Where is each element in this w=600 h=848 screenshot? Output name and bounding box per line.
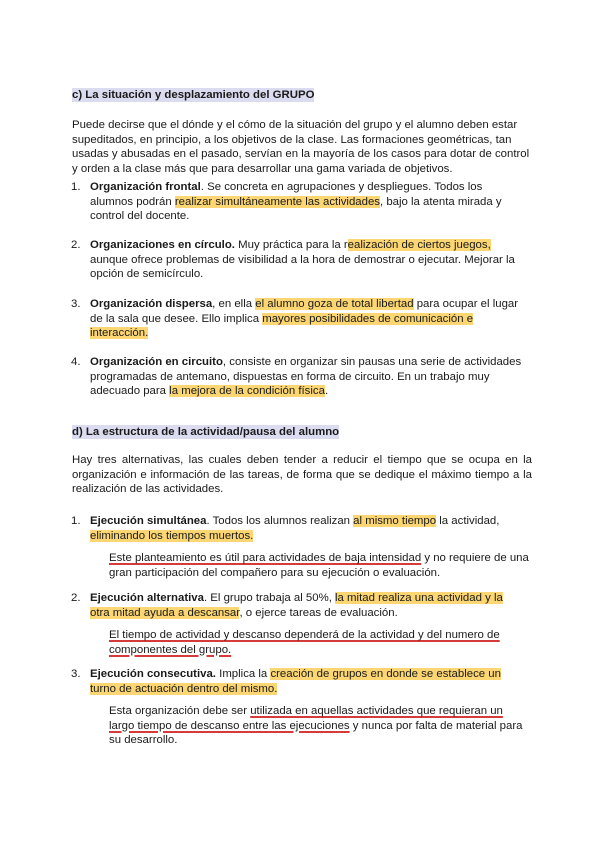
note-text: Esta organización debe ser [109, 705, 251, 717]
highlight: mayores posibilidades de comunicación e interacción. [90, 312, 474, 340]
note-text: y nunca por falta de material para su desarrollo. [109, 719, 523, 747]
section-d-item-3-note [109, 704, 529, 748]
item-text: . [324, 385, 329, 398]
item-text: aunque ofrece problemas de visibilidad a la hora de demostrar o ejecutar. Mejorar la opción de semicírculo. [90, 253, 515, 281]
item-text: , bajo la atenta mirada y control del docente. [90, 195, 502, 223]
item-title: Ejecución consecutiva. [90, 668, 216, 680]
list-number: 1. [71, 181, 81, 193]
highlight: eliminando los tiempos muertos. [90, 529, 254, 542]
list-number: 4. [71, 356, 81, 368]
list-number: 2. [71, 239, 81, 251]
section-d-item-1-note [109, 551, 529, 580]
item-text: para ocupar el lugar de la sala que desee. Ello implica [90, 298, 519, 325]
item-text: , consiste en organizar sin pausas una serie de actividades programadas de antemano, dispuestas en forma de circuito. En un trabajo muy adecuado para [90, 356, 522, 398]
underlined-text: El tiempo de actividad y descanso dependerá de la actividad y del numero de componentes del grupo. [109, 629, 500, 656]
section-c-item-4 [71, 355, 522, 399]
highlight: el alumno goza de total libertad [255, 298, 414, 310]
item-title: Ejecución alternativa [90, 592, 204, 604]
list-number: 3. [71, 298, 81, 310]
item-text: . Se concreta en agrupaciones y despliegues. Todos los alumnos podrán [90, 181, 483, 208]
item-text: . El grupo trabaja al 50%, [203, 592, 336, 604]
list-number: 3. [71, 668, 81, 680]
section-d-item-2 [71, 591, 522, 620]
section-c-heading-text: c) La situación y desplazamiento del GRUPO [72, 89, 315, 101]
item-text: Implica la [215, 668, 271, 680]
underlined-text: utilizada en aquellas actividades que requieran un largo tiempo de descanso entre las ejecuciones [109, 705, 503, 732]
highlight: la mitad realiza una actividad y la otra mitad ayuda a descansar [90, 592, 503, 619]
highlight: realizar simultáneamente las actividades [174, 195, 380, 208]
section-c-heading [72, 88, 314, 103]
note-text: y no requiere de una gran participación del compañero para su ejecución o evaluación. [109, 552, 529, 579]
highlight: ealización de ciertos juegos, [347, 239, 491, 251]
highlight: al mismo tiempo [353, 515, 437, 527]
section-d-intro: Hay tres alternativas, las cuales deben tender a reducir el tiempo que se ocupa en la organización e información de las tareas, de forma que se dedique el máximo tiempo a la realización de las actividades. [72, 454, 532, 496]
section-c-item-2 [71, 238, 522, 282]
highlight: la mejora de la condición física [169, 385, 325, 398]
section-c-item-1 [71, 180, 522, 224]
underlined-text: Este planteamiento es útil para actividades de baja intensidad [109, 552, 422, 564]
list-number: 2. [71, 592, 81, 604]
section-d-item-2-note [109, 628, 529, 657]
item-title: Ejecución simultánea [90, 515, 207, 527]
item-title: Organización en circuito [90, 356, 223, 368]
item-text: . Todos los alumnos realizan [206, 515, 354, 527]
item-text: Muy práctica para la r [234, 239, 348, 251]
section-d-item-3 [71, 667, 522, 696]
list-number: 1. [71, 515, 81, 527]
item-title: Organizaciones en círculo. [90, 239, 235, 251]
section-d-heading-text: d) La estructura de la actividad/pausa del alumno [72, 426, 340, 438]
item-text: , en ella [212, 298, 256, 310]
item-title: Organización frontal [90, 181, 201, 193]
item-title: Organización dispersa [90, 298, 213, 310]
item-text: la actividad, [436, 515, 500, 527]
item-text: , o ejerce tareas de evaluación. [239, 606, 398, 619]
highlight: creación de grupos en donde se establece un turno de actuación dentro del mismo. [90, 668, 501, 695]
section-c-intro: Puede decirse que el dónde y el cómo de la situación del grupo y el alumno deben estar supeditados, en principio, a los objetivos de la clase. Las formaciones geométricas, tan usadas y abusadas en el pasado, servían en la mayoría de los casos para dotar de control y orden a la clase más que para desarrollar una gama variada de objetivos. [72, 119, 530, 175]
section-d-item-1 [71, 514, 522, 543]
section-c-item-3 [71, 297, 522, 341]
section-d-heading [72, 425, 339, 440]
